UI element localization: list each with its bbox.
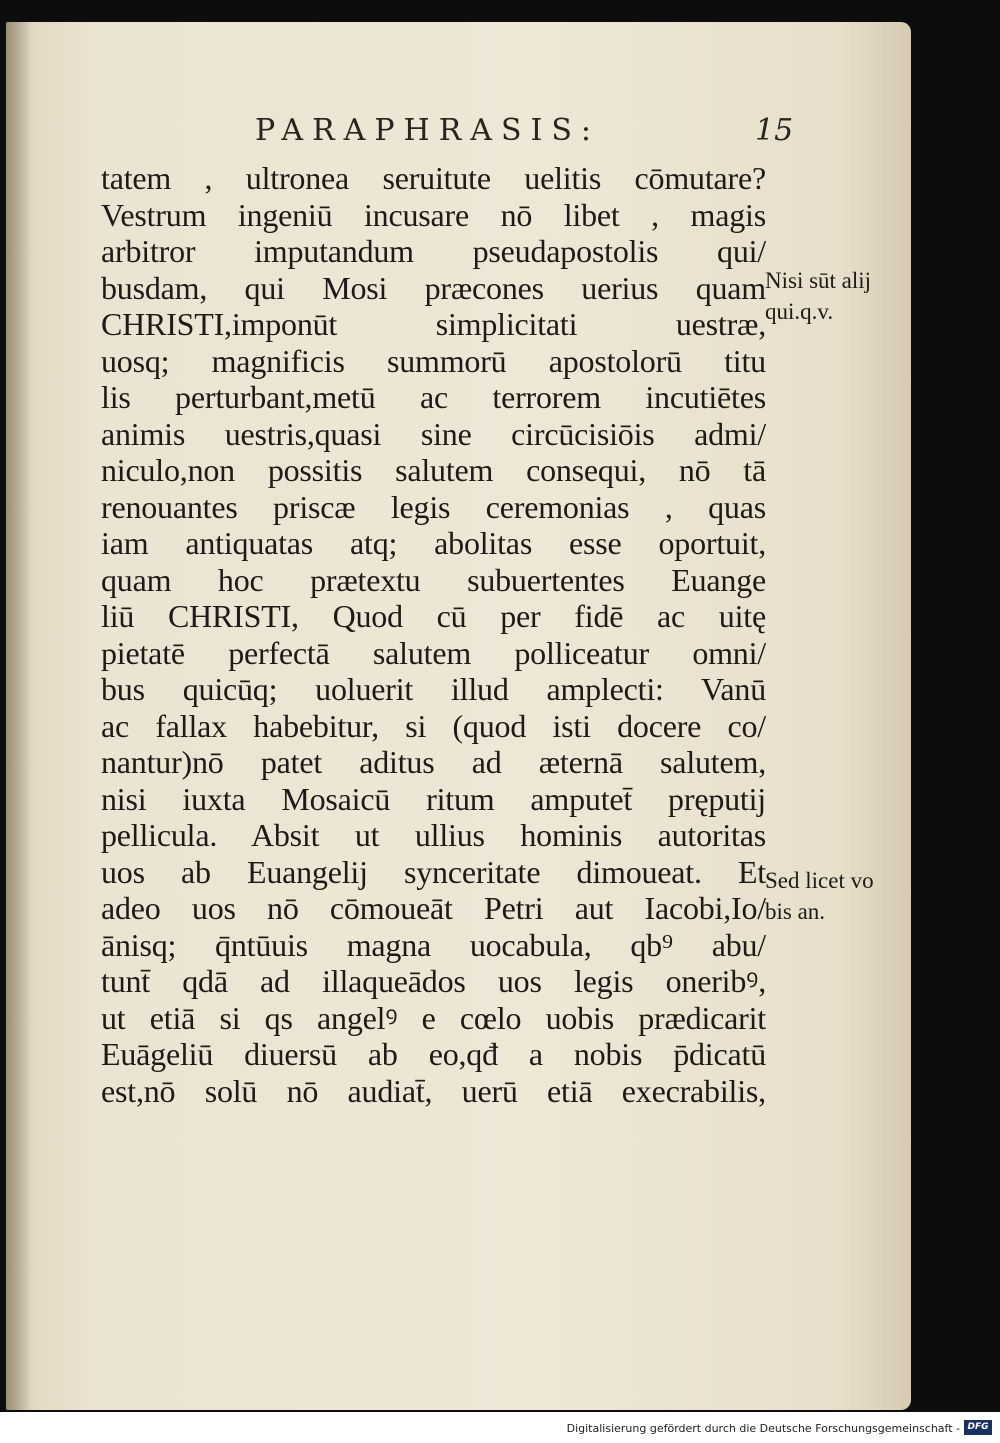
- marginal-note-2: [765, 865, 915, 927]
- text-line: renouantes priscæ legis ceremonias , quas: [101, 488, 766, 525]
- text-line: ānisq; q̄ntūuis magna uocabula, qb⁹ abu/: [101, 926, 766, 963]
- text-line: Euāgeliū diuersū ab eo,qđ a nobis p̄dicatū: [101, 1036, 766, 1072]
- text-line: arbitror imputandum pseudapostolis qui/: [101, 233, 766, 269]
- main-text-block: [101, 160, 766, 1109]
- text-line: pellicula. Absit ut ullius hominis autoritas: [101, 817, 766, 853]
- funding-credit: Digitalisierung gefördert durch die Deutsche Forschungsgemeinschaft -: [566, 1422, 960, 1435]
- marginal-note-1: [765, 265, 915, 327]
- spine-shadow: [6, 22, 32, 1410]
- marginal-note-line: bis an.: [765, 899, 826, 924]
- marginal-note-line: qui.q.v.: [765, 299, 834, 324]
- footer-bar: [0, 1412, 1000, 1443]
- text-line: lis perturbant,metū ac terrorem incutiētes: [101, 379, 766, 415]
- text-line: tunt̄ qdā ad illaqueādos uos legis oneribꝰ,: [101, 963, 766, 999]
- text-line: busdam, qui Mosi præcones uerius quam: [101, 269, 766, 306]
- marginal-note-line: Sed licet vo: [765, 868, 874, 893]
- text-line: liū CHRISTI, Quod cū per fidē ac uitę: [101, 598, 766, 634]
- text-line: est,nō solū nō audiat̄, uerū etiā execrabilis,: [101, 1072, 766, 1109]
- marginal-note-line: Nisi sūt alij: [765, 268, 872, 293]
- text-line: pietatē perfectā salutem polliceatur omni/: [101, 634, 766, 671]
- text-line: quam hoc prætextu subuertentes Euange: [101, 561, 766, 598]
- text-line: CHRISTI,imponūt simplicitati uestræ,: [101, 306, 766, 342]
- text-line: ut etiā si qs angelꝰ e cœlo uobis prædicarit: [101, 999, 766, 1036]
- text-line: animis uestris,quasi sine circūcisiōis admi/: [101, 415, 766, 452]
- folio-number: 15: [755, 113, 794, 148]
- text-line: uosq; magnificis summorū apostolorū titu: [101, 342, 766, 379]
- text-line: niculo,non possitis salutem consequi, nō tā: [101, 452, 766, 488]
- text-line: iam antiquatas atq; abolitas esse oportuit,: [101, 525, 766, 561]
- text-line: adeo uos nō cōmoueāt Petri aut Iacobi,Io/: [101, 890, 766, 926]
- text-line: ac fallax habebitur, si (quod isti docere co/: [101, 707, 766, 744]
- text-line: nisi iuxta Mosaicū ritum amputet̄ pręputij: [101, 780, 766, 817]
- text-line: Vestrum ingeniū incusare nō libet , magis: [101, 196, 766, 233]
- text-line: bus quicūq; uoluerit illud amplecti: Vanū: [101, 671, 766, 707]
- text-line: nantur)nō patet aditus ad æternā salutem,: [101, 744, 766, 780]
- running-head: PARAPHRASIS:: [255, 113, 601, 148]
- text-line: uos ab Euangelij synceritate dimoueat. Et: [101, 853, 766, 890]
- text-line: tatem , ultronea seruitute uelitis cōmutare?: [101, 160, 766, 196]
- dfg-logo: DFG: [964, 1420, 992, 1435]
